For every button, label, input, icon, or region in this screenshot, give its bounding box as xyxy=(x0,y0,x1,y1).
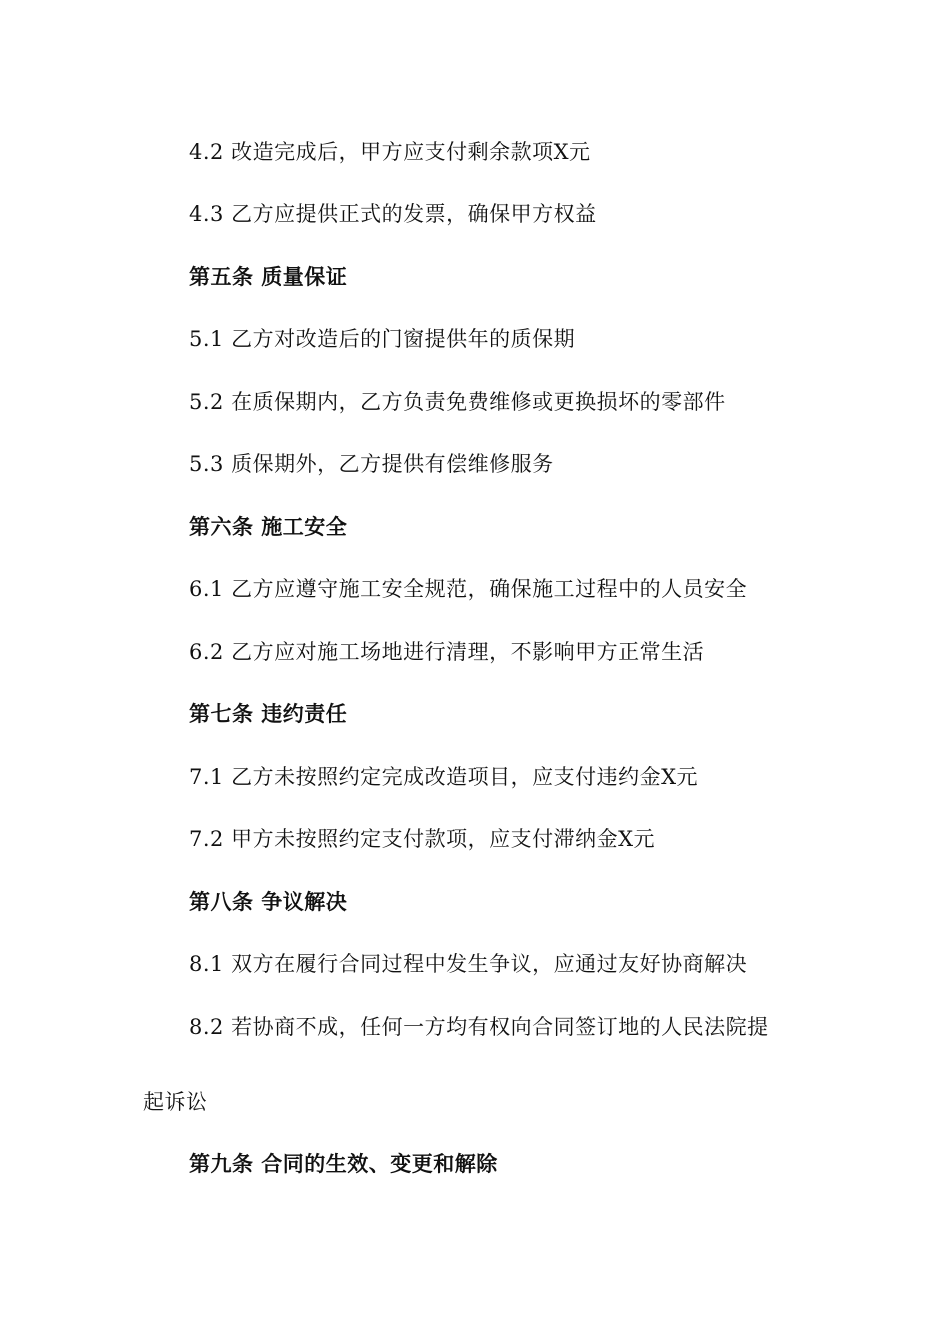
clause-8-2-continuation: 起诉讼 xyxy=(143,1090,208,1114)
article-7-heading: 第七条 违约责任 xyxy=(189,702,348,726)
clause-6-2: 6.2 乙方应对施工场地进行清理，不影响甲方正常生活 xyxy=(189,640,705,664)
article-8-heading: 第八条 争议解决 xyxy=(189,890,348,914)
article-5-heading: 第五条 质量保证 xyxy=(189,265,348,289)
clause-8-1: 8.1 双方在履行合同过程中发生争议，应通过友好协商解决 xyxy=(189,952,748,976)
clause-7-2: 7.2 甲方未按照约定支付款项，应支付滞纳金X元 xyxy=(189,827,656,851)
clause-8-2: 8.2 若协商不成，任何一方均有权向合同签订地的人民法院提 xyxy=(189,1015,769,1039)
clause-5-2: 5.2 在质保期内，乙方负责免费维修或更换损坏的零部件 xyxy=(189,390,726,414)
clause-6-1: 6.1 乙方应遵守施工安全规范，确保施工过程中的人员安全 xyxy=(189,577,748,601)
clause-4-2: 4.2 改造完成后，甲方应支付剩余款项X元 xyxy=(189,140,591,164)
clause-5-3: 5.3 质保期外，乙方提供有偿维修服务 xyxy=(189,452,554,476)
clause-7-1: 7.1 乙方未按照约定完成改造项目，应支付违约金X元 xyxy=(189,765,699,789)
clause-4-3: 4.3 乙方应提供正式的发票，确保甲方权益 xyxy=(189,202,597,226)
article-9-heading: 第九条 合同的生效、变更和解除 xyxy=(189,1152,498,1176)
article-6-heading: 第六条 施工安全 xyxy=(189,515,348,539)
clause-5-1: 5.1 乙方对改造后的门窗提供年的质保期 xyxy=(189,327,576,351)
